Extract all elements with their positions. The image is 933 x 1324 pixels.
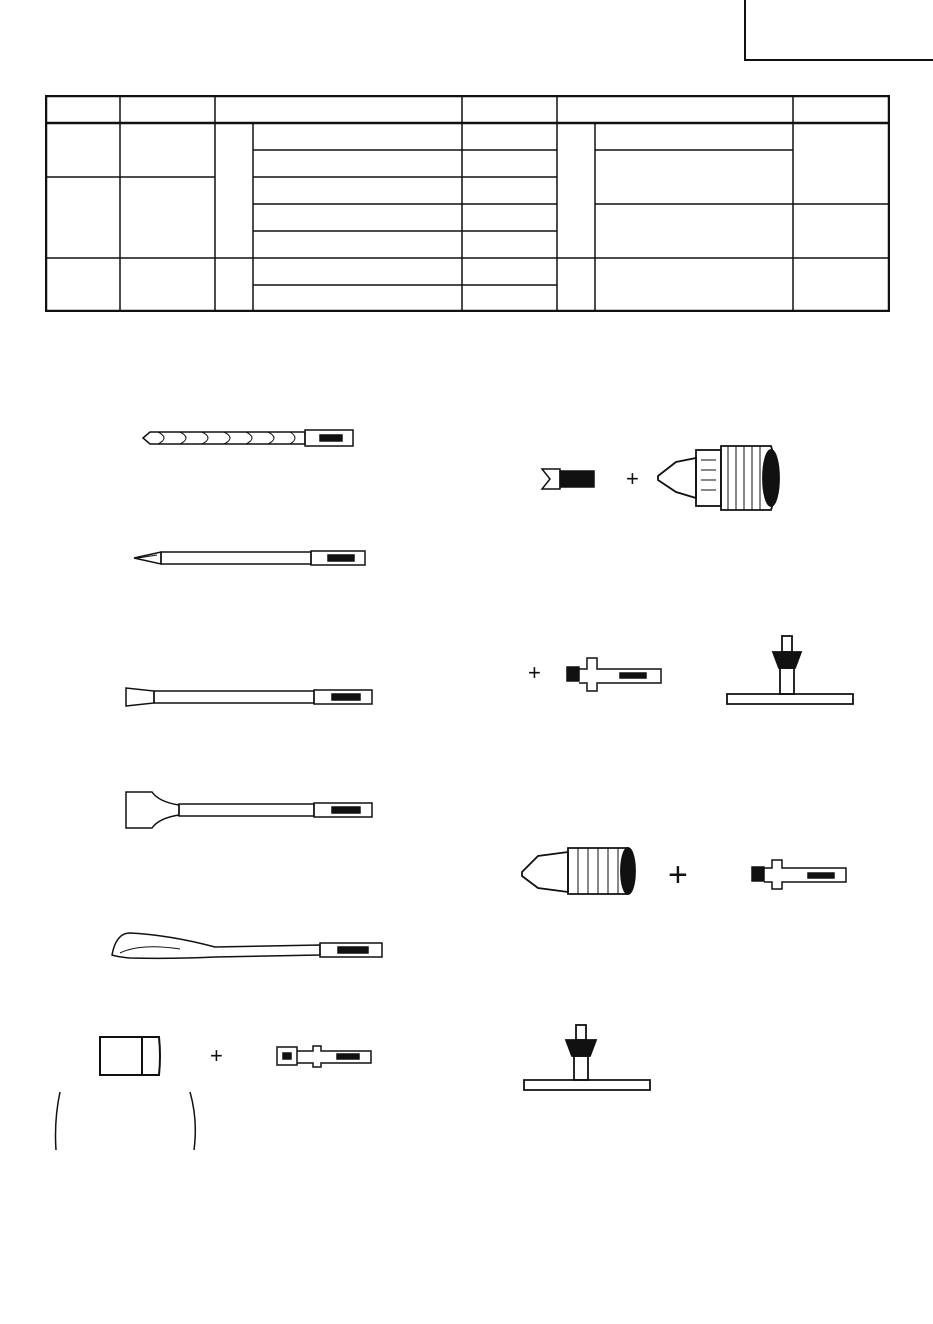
- drill-chuck-icon: [656, 440, 786, 515]
- chuck-adapter-icon: [565, 655, 665, 695]
- keyless-chuck-icon: [520, 838, 645, 903]
- drill-bit-icon: [140, 427, 355, 449]
- plus-sign-large: +: [668, 856, 688, 894]
- square-drive-adapter-icon: [275, 1043, 375, 1069]
- accessory-spec-table: [45, 95, 890, 312]
- chuck-adapter-screw-icon: [540, 465, 598, 493]
- plus-sign: +: [528, 660, 541, 685]
- socket-icon: [97, 1035, 163, 1077]
- page-number-box: [744, 0, 933, 61]
- sds-adapter-icon: [750, 858, 850, 892]
- plus-sign: +: [210, 1043, 223, 1068]
- scoop-chisel-icon: [124, 790, 374, 830]
- plus-sign: +: [626, 466, 639, 491]
- gouge-chisel-icon: [110, 925, 385, 965]
- chuck-key-icon: [725, 632, 857, 710]
- cold-chisel-icon: [124, 685, 374, 709]
- bracket-left-icon: [52, 1090, 202, 1152]
- bull-point-icon: [133, 548, 368, 568]
- chuck-key-icon-2: [522, 1022, 654, 1097]
